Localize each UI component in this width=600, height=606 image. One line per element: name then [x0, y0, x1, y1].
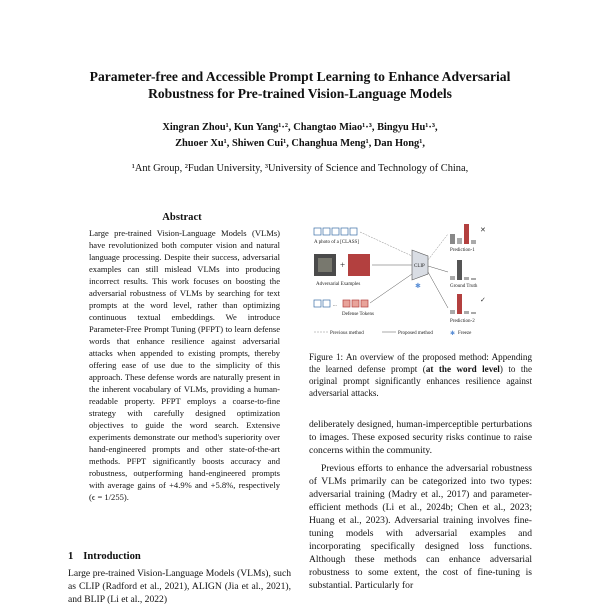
figure-caption — [309, 351, 532, 399]
figure-legend — [314, 330, 472, 337]
paragraph-2: Previous efforts to enhance the adversarial robustness of VLMs primarily can be categorized into two types: adversarial training (Madry et al., 2017) and parameter-efficient methods (Li et al., 2024b; Chen et al., 2023; Huang et al., 2023). Adversarial training involves fine-tuning models with adversarial examples and incorporating specifically designed loss functions. Although these methods can enhance adversarial robustness to some extent, the cost of fine-tuning is substantial. Particularly for — [309, 463, 532, 591]
right-column-text — [309, 418, 532, 592]
defense-token-row — [314, 300, 368, 307]
authors-line-1: Xingran Zhou¹, Kun Yang¹·², Changtao Miao¹·³, Bingyu Hu¹·³, — [162, 122, 438, 133]
overview-diagram — [310, 222, 510, 340]
authors-line-2: Zhuoer Xu¹, Shiwen Cui¹, Changhua Meng¹, Dan Hong¹, — [175, 138, 425, 149]
pred1-label: Prediction-1 — [450, 248, 475, 253]
caption-suffix: ) to the original prompt significantly enhances resilience against adversarial attacks. — [309, 364, 532, 398]
adv-label: Adversarial Examples — [316, 282, 361, 287]
check-icon: ✓ — [480, 296, 486, 304]
ellipsis: ... — [333, 303, 337, 308]
title-line-2: Robustness for Pre-trained Vision-Language Models — [148, 86, 452, 101]
prediction-2-bars — [450, 294, 476, 314]
paragraph-1: deliberately designed, human-imperceptible perturbations to images. These exposed security risks continue to raise concerns within the community. — [309, 419, 532, 456]
section-number: 1 — [68, 551, 74, 562]
prompt-tokens — [314, 228, 357, 235]
paper-title — [50, 68, 550, 102]
legend-freeze: Freeze — [458, 331, 472, 336]
affiliations: ¹Ant Group, ²Fudan University, ³University of Science and Technology of China, — [131, 163, 469, 174]
plus-sign: + — [340, 260, 346, 270]
ground-truth-bars — [450, 260, 476, 280]
clip-label: CLIP — [414, 264, 425, 269]
prompt-label: A photo of a [CLASS] — [314, 240, 359, 245]
title-line-1: Parameter-free and Accessible Prompt Learning to Enhance Adversarial — [89, 69, 511, 84]
section-title: Introduction — [83, 551, 141, 562]
legend-previous: Previous method — [330, 331, 364, 336]
freeze-icon: ✱ — [415, 282, 421, 290]
wrong-icon: ✕ — [480, 226, 486, 234]
defense-label: Defense Tokens — [342, 312, 374, 317]
abstract-text: Large pre-trained Vision-Language Models (VLMs) have revolutionized both computer vision and natural language processing. Despite their success, adversarial examples can still mislead VLMs into producing incorrect results. This work focuses on boosting the adversarial robustness of VLMs by searching for text prompts at the word level, rather than optimizing continuous textual embeddings. We introduce Parameter-Free Prompt Tuning (PFPT) to learn defense words that enhance resilience against adversarial attacks when appended to existing prompts, thereby offering ease of use due to the simplicity of this approach. These defense words are naturally present in the inherent vocabulary of VLMs, providing a human-readable property. PFPT employs a coarse-to-fine strategy with carefully designed optimization objectives to guide the word search. Extensive experiments demonstrate our method's superiority over hand-engineered prompts and other state-of-the-art methods. PFPT significantly boosts accuracy and robustness, outperforming hand-engineered prompts with average gains of +4.9% and +5.8%, respectively (ϵ = 1/255). — [89, 228, 280, 502]
introduction-heading — [68, 551, 151, 562]
introduction-text: Large pre-trained Vision-Language Models (VLMs), such as CLIP (Radford et al., 2021), ALIGN (Jia et al., 2021), and BLIP (Li et al., 2022) — [68, 568, 291, 605]
svg-text:✱: ✱ — [450, 331, 456, 337]
figure-1 — [310, 222, 510, 340]
pred2-label: Prediction-2 — [450, 319, 475, 324]
gt-label: Ground Truth — [450, 284, 478, 289]
perturbation-image — [348, 254, 370, 276]
legend-proposed: Proposed method — [398, 331, 433, 336]
caption-bold: at the word level — [425, 364, 500, 374]
author-list — [50, 120, 550, 152]
prediction-1-bars — [450, 224, 476, 244]
abstract-heading: Abstract — [162, 212, 202, 223]
caption-prefix: Figure 1: An overview of the proposed method: Appending the learned defense prompt ( — [309, 352, 532, 374]
